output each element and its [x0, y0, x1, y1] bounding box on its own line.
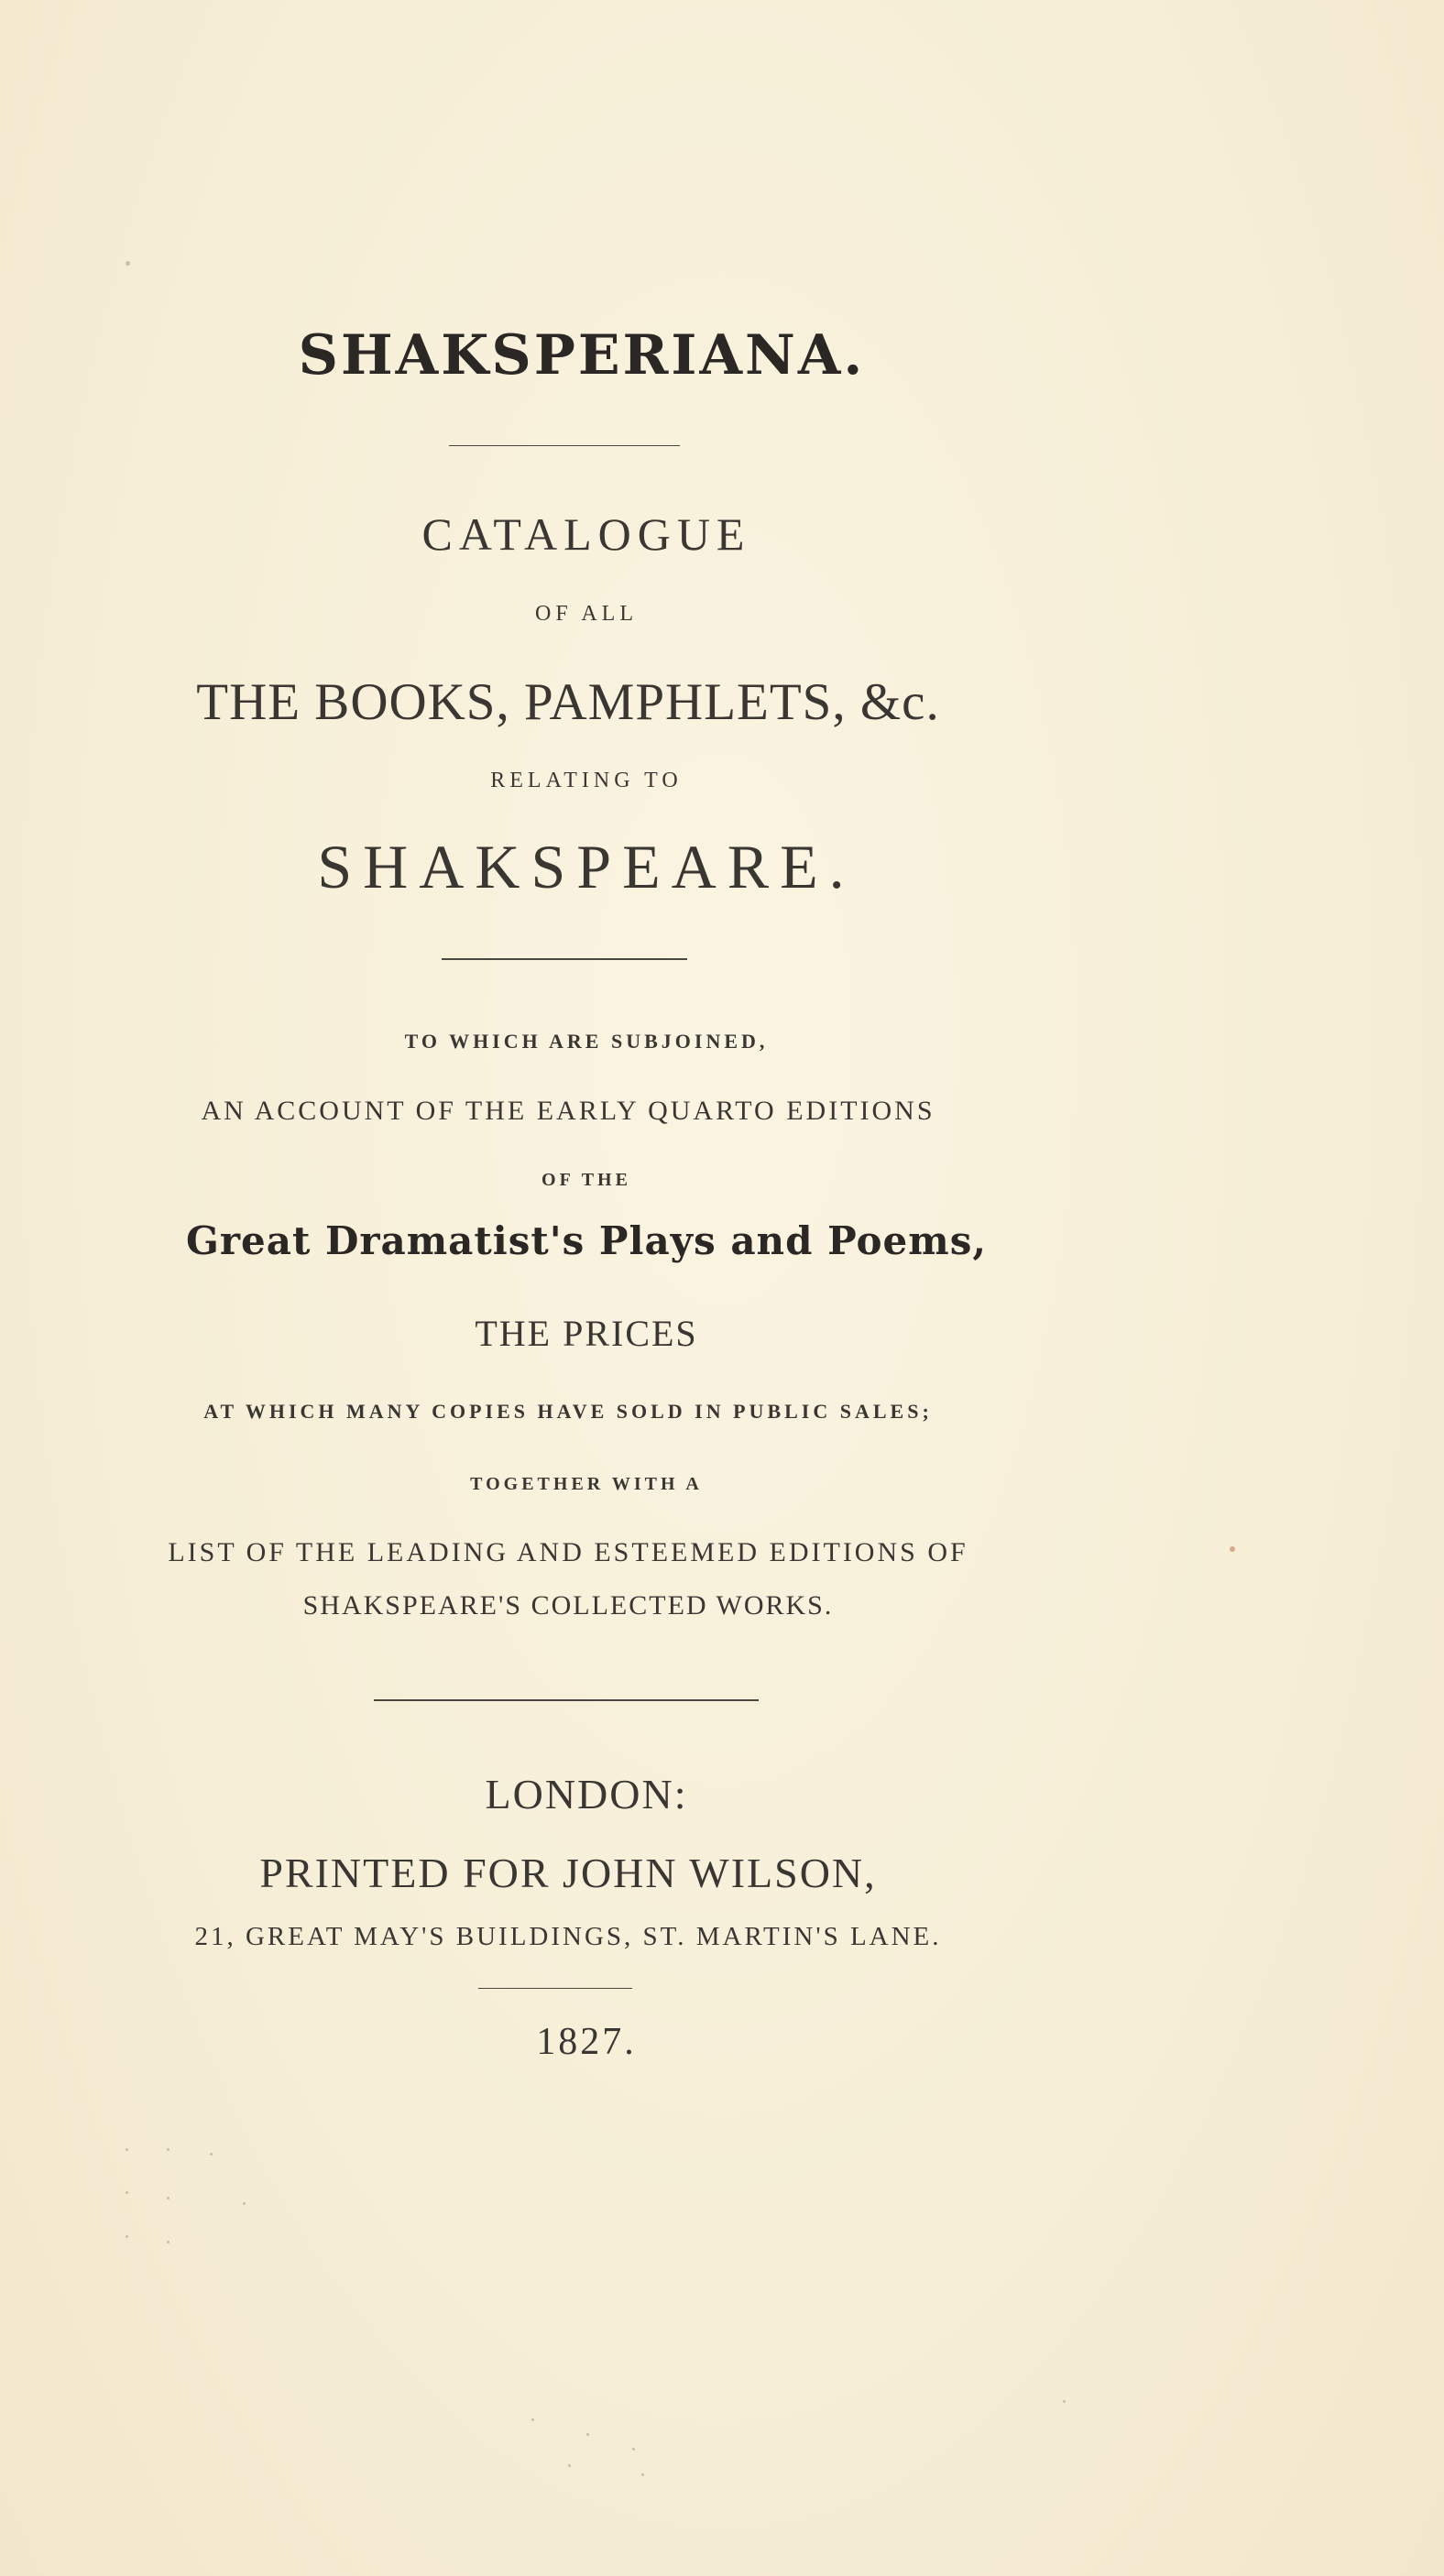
relating-to: RELATING TO [490, 769, 683, 792]
paper-speck [568, 2464, 571, 2467]
paper-speck [167, 2197, 170, 2199]
catalogue-heading: CATALOGUE [421, 508, 751, 560]
paper-speck [1230, 1546, 1235, 1552]
paper-speck [586, 2433, 589, 2436]
shakspeare-heading: SHAKSPEARE. [317, 832, 856, 901]
rule-3 [374, 1699, 759, 1701]
together-line: TOGETHER WITH A [470, 1474, 703, 1494]
paper-speck [126, 2148, 128, 2151]
imprint-city: LONDON: [485, 1771, 688, 1817]
rule-1 [449, 445, 680, 446]
running-title: SHAKSPERIANA. [298, 323, 866, 387]
paper-speck [126, 2235, 128, 2238]
list-line: LIST OF THE LEADING AND ESTEEMED EDITIONS OF [168, 1537, 968, 1567]
the-prices: THE PRICES [475, 1313, 698, 1354]
account-line: AN ACCOUNT OF THE EARLY QUARTO EDITIONS [201, 1096, 935, 1126]
paper-speck [126, 2191, 128, 2194]
works-line: SHAKSPEARE'S COLLECTED WORKS. [302, 1590, 834, 1621]
paper-speck [167, 2241, 170, 2243]
of-the: OF THE [542, 1170, 631, 1190]
rule-4 [478, 1988, 632, 1989]
paper-speck [167, 2148, 170, 2151]
imprint-printed-for: PRINTED FOR JOHN WILSON, [259, 1850, 877, 1896]
dramatist-line: Great Dramatist's Plays and Poems, [186, 1218, 987, 1263]
imprint-year: 1827. [536, 2021, 637, 2063]
sales-line: AT WHICH MANY COPIES HAVE SOLD IN PUBLIC SALES; [203, 1400, 933, 1423]
subjoined-line: TO WHICH ARE SUBJOINED, [404, 1030, 769, 1053]
paper-speck [1063, 2400, 1066, 2403]
paper-speck [632, 2448, 635, 2450]
imprint-address: 21, GREAT MAY'S BUILDINGS, ST. MARTIN'S LANE. [194, 1922, 942, 1951]
paper-speck [531, 2418, 534, 2421]
paper-speck [243, 2202, 246, 2205]
rule-2 [442, 958, 687, 960]
paper-speck [641, 2473, 644, 2476]
of-all: OF ALL [534, 602, 638, 626]
paper-speck [210, 2153, 213, 2156]
paper-speck [126, 261, 130, 266]
books-line: THE BOOKS, PAMPHLETS, &c. [196, 673, 940, 731]
